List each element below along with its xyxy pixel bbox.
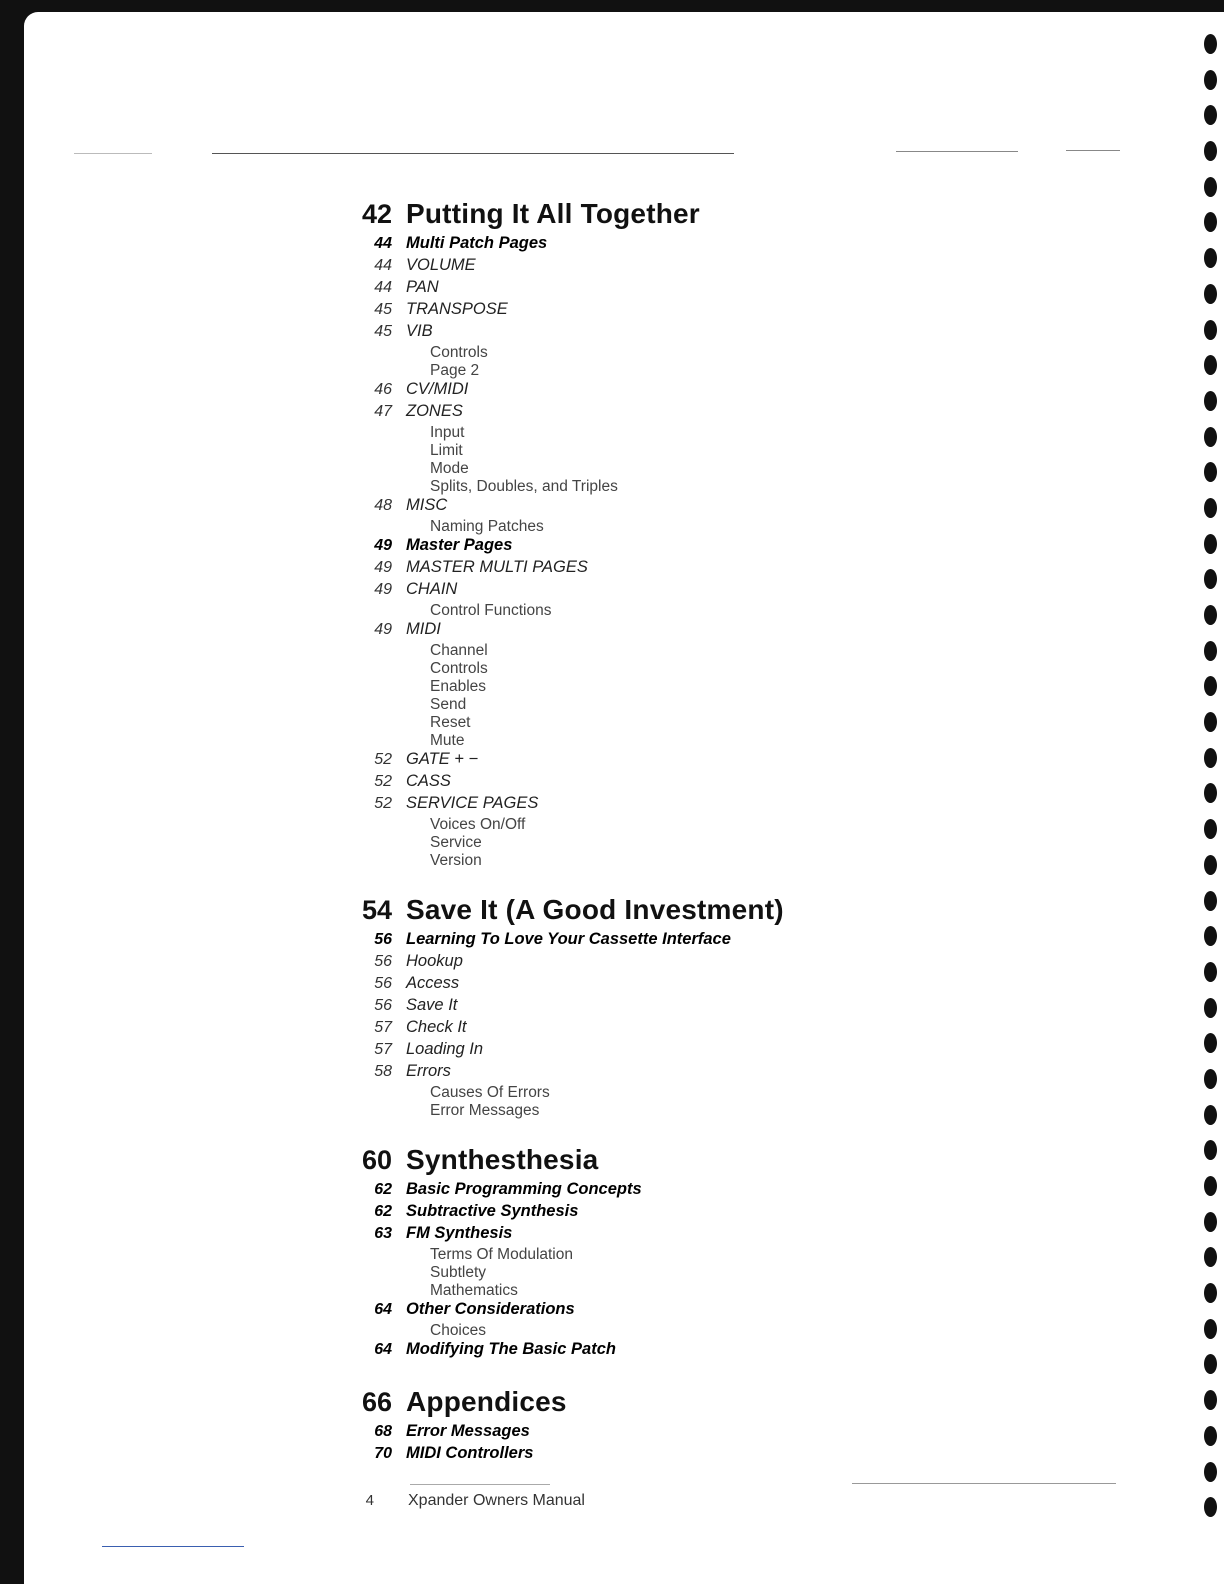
toc-entry xyxy=(334,794,894,816)
subentry-list xyxy=(430,1084,894,1120)
binding-hole xyxy=(1204,891,1217,911)
section-heading xyxy=(334,1386,894,1422)
toc-subentry: Naming Patches xyxy=(430,518,544,535)
section-page-number: 54 xyxy=(361,895,392,925)
entry-title: VIB xyxy=(406,322,433,340)
binding-hole xyxy=(1204,962,1217,982)
entry-title: Loading In xyxy=(406,1040,484,1058)
entry-page-number: 56 xyxy=(374,953,392,970)
toc-entry xyxy=(334,1340,894,1362)
toc-entry xyxy=(334,772,894,794)
binding-hole xyxy=(1204,177,1217,197)
binding-hole xyxy=(1204,284,1217,304)
toc-subentry: Channel xyxy=(430,642,488,659)
subentry-list xyxy=(430,816,894,870)
entry-page-number: 45 xyxy=(374,301,392,318)
toc-subentry: Service xyxy=(430,834,482,851)
binding-hole xyxy=(1204,819,1217,839)
entry-page-number: 44 xyxy=(374,235,392,252)
toc-section xyxy=(334,1144,894,1362)
entry-page-number: 63 xyxy=(374,1225,392,1242)
binding-hole xyxy=(1204,1497,1217,1517)
binding-hole xyxy=(1204,1283,1217,1303)
toc-entry xyxy=(334,278,894,300)
toc-section xyxy=(334,894,894,1120)
entry-page-number: 48 xyxy=(374,497,392,514)
header-rule-2 xyxy=(212,153,734,154)
binding-hole xyxy=(1204,462,1217,482)
toc-entry xyxy=(334,1224,894,1246)
entry-title: Errors xyxy=(406,1062,451,1080)
toc-entry xyxy=(334,1018,894,1040)
binding-hole xyxy=(1204,1105,1217,1125)
header-rule-3 xyxy=(896,151,1018,152)
toc-entry xyxy=(334,974,894,996)
manual-page xyxy=(24,12,1224,1584)
toc-subentry: Version xyxy=(430,852,482,869)
entry-page-number: 70 xyxy=(374,1445,392,1462)
section-title: Synthesthesia xyxy=(406,1144,599,1175)
binding-hole xyxy=(1204,926,1217,946)
toc-entry xyxy=(334,620,894,642)
entry-page-number: 49 xyxy=(374,581,392,598)
entry-title: Basic Programming Concepts xyxy=(406,1180,642,1198)
toc-entry xyxy=(334,402,894,424)
binding-hole xyxy=(1204,1319,1217,1339)
section-title: Putting It All Together xyxy=(406,198,700,229)
binding-hole xyxy=(1204,1354,1217,1374)
toc-entry xyxy=(334,930,894,952)
binding-hole xyxy=(1204,783,1217,803)
entry-title: CHAIN xyxy=(406,580,458,598)
entry-title: Learning To Love Your Cassette Interface xyxy=(406,930,731,948)
entry-page-number: 44 xyxy=(374,257,392,274)
toc-entry xyxy=(334,750,894,772)
entry-title: FM Synthesis xyxy=(406,1224,513,1242)
binding-hole xyxy=(1204,605,1217,625)
entry-title: PAN xyxy=(406,278,439,296)
entry-page-number: 49 xyxy=(374,621,392,638)
toc-entry xyxy=(334,1180,894,1202)
binding-hole xyxy=(1204,105,1217,125)
toc-subentry: Mute xyxy=(430,732,465,749)
entry-title: VOLUME xyxy=(406,256,476,274)
binding-hole xyxy=(1204,70,1217,90)
toc-subentry: Send xyxy=(430,696,467,713)
entry-page-number: 46 xyxy=(374,381,392,398)
toc-section xyxy=(334,1386,894,1466)
entry-title: TRANSPOSE xyxy=(406,300,508,318)
binding-holes xyxy=(1204,34,1220,1533)
subentry-list xyxy=(430,1246,894,1300)
binding-hole xyxy=(1204,1390,1217,1410)
binding-hole xyxy=(1204,1140,1217,1160)
binding-hole xyxy=(1204,641,1217,661)
binding-hole xyxy=(1204,212,1217,232)
entry-title: Access xyxy=(406,974,460,992)
entry-title: Check It xyxy=(406,1018,467,1036)
entry-page-number: 56 xyxy=(374,931,392,948)
entry-title: CV/MIDI xyxy=(406,380,469,398)
toc-subentry: Enables xyxy=(430,678,487,695)
toc-subentry: Causes Of Errors xyxy=(430,1084,550,1101)
toc-subentry: Error Messages xyxy=(430,1102,540,1119)
entry-title: Modifying The Basic Patch xyxy=(406,1340,616,1358)
entry-page-number: 68 xyxy=(374,1423,392,1440)
entry-page-number: 56 xyxy=(374,975,392,992)
entry-title: Multi Patch Pages xyxy=(406,234,548,252)
entry-page-number: 52 xyxy=(374,773,392,790)
entry-title: MASTER MULTI PAGES xyxy=(406,558,588,576)
toc-entry xyxy=(334,996,894,1018)
toc-subentry: Terms Of Modulation xyxy=(430,1246,573,1263)
binding-hole xyxy=(1204,320,1217,340)
section-page-number: 66 xyxy=(361,1387,392,1417)
entry-title: Subtractive Synthesis xyxy=(406,1202,579,1220)
toc-entry xyxy=(334,322,894,344)
toc-entry xyxy=(334,234,894,256)
header-rule-4 xyxy=(1066,150,1120,151)
binding-hole xyxy=(1204,141,1217,161)
binding-hole xyxy=(1204,427,1217,447)
toc-entry xyxy=(334,256,894,278)
subentry-list xyxy=(430,602,894,620)
entry-page-number: 57 xyxy=(374,1041,392,1058)
entry-title: MISC xyxy=(406,496,448,514)
entry-page-number: 64 xyxy=(374,1301,392,1318)
scan-edge-line xyxy=(102,1546,244,1547)
toc-entry xyxy=(334,300,894,322)
subentry-list xyxy=(430,424,894,496)
toc-subentry: Reset xyxy=(430,714,471,731)
subentry-list xyxy=(430,344,894,380)
entry-title: MIDI Controllers xyxy=(406,1444,534,1462)
binding-hole xyxy=(1204,355,1217,375)
subentry-list xyxy=(430,1322,894,1340)
section-title: Save It (A Good Investment) xyxy=(406,894,784,925)
entry-title: ZONES xyxy=(406,402,463,420)
section-title: Appendices xyxy=(406,1386,567,1417)
toc-entry xyxy=(334,558,894,580)
binding-hole xyxy=(1204,1212,1217,1232)
binding-hole xyxy=(1204,1069,1217,1089)
entry-title: Error Messages xyxy=(406,1422,530,1440)
footer-rule-right xyxy=(852,1483,1116,1484)
binding-hole xyxy=(1204,1462,1217,1482)
toc-subentry: Controls xyxy=(430,344,488,361)
binding-hole xyxy=(1204,855,1217,875)
entry-title: GATE + − xyxy=(406,750,479,768)
entry-page-number: 56 xyxy=(374,997,392,1014)
toc-entry xyxy=(334,1062,894,1084)
toc-subentry: Controls xyxy=(430,660,488,677)
entry-page-number: 49 xyxy=(374,559,392,576)
section-page-number: 42 xyxy=(361,199,392,229)
entry-title: Other Considerations xyxy=(406,1300,575,1318)
toc-entry xyxy=(334,1202,894,1224)
toc-subentry: Mathematics xyxy=(430,1282,518,1299)
binding-hole xyxy=(1204,712,1217,732)
toc-subentry: Voices On/Off xyxy=(430,816,526,833)
binding-hole xyxy=(1204,1176,1217,1196)
toc-subentry: Input xyxy=(430,424,465,441)
toc-section xyxy=(334,198,894,870)
toc-entry xyxy=(334,536,894,558)
entry-page-number: 62 xyxy=(374,1203,392,1220)
binding-hole xyxy=(1204,391,1217,411)
entry-page-number: 47 xyxy=(374,403,392,420)
binding-hole xyxy=(1204,1426,1217,1446)
toc-entry xyxy=(334,380,894,402)
entry-page-number: 58 xyxy=(374,1063,392,1080)
entry-page-number: 52 xyxy=(374,751,392,768)
binding-hole xyxy=(1204,1247,1217,1267)
entry-page-number: 64 xyxy=(374,1341,392,1358)
toc-subentry: Page 2 xyxy=(430,362,480,379)
footer-manual-title: Xpander Owners Manual xyxy=(408,1492,585,1509)
footer-page-number: 4 xyxy=(365,1492,374,1509)
binding-hole xyxy=(1204,498,1217,518)
toc-subentry: Subtlety xyxy=(430,1264,487,1281)
section-page-number: 60 xyxy=(361,1145,392,1175)
entry-title: MIDI xyxy=(406,620,441,638)
section-heading xyxy=(334,894,894,930)
binding-hole xyxy=(1204,34,1217,54)
entry-page-number: 52 xyxy=(374,795,392,812)
toc-subentry: Control Functions xyxy=(430,602,552,619)
toc-subentry: Choices xyxy=(430,1322,486,1339)
toc-entry xyxy=(334,580,894,602)
toc-subentry: Limit xyxy=(430,442,463,459)
entry-title: Save It xyxy=(406,996,458,1014)
subentry-list xyxy=(430,518,894,536)
toc-subentry: Mode xyxy=(430,460,469,477)
section-heading xyxy=(334,198,894,234)
toc-entry xyxy=(334,1040,894,1062)
entry-page-number: 57 xyxy=(374,1019,392,1036)
footer-rule-left xyxy=(410,1484,550,1485)
table-of-contents xyxy=(334,198,894,1490)
binding-hole xyxy=(1204,534,1217,554)
entry-title: SERVICE PAGES xyxy=(406,794,539,812)
entry-page-number: 49 xyxy=(374,537,392,554)
entry-title: Hookup xyxy=(406,952,463,970)
page-footer xyxy=(354,1492,585,1510)
binding-hole xyxy=(1204,676,1217,696)
binding-hole xyxy=(1204,998,1217,1018)
entry-page-number: 62 xyxy=(374,1181,392,1198)
toc-entry xyxy=(334,1444,894,1466)
binding-hole xyxy=(1204,1033,1217,1053)
entry-title: CASS xyxy=(406,772,451,790)
header-rule-1 xyxy=(74,153,152,154)
toc-entry xyxy=(334,1300,894,1322)
entry-page-number: 45 xyxy=(374,323,392,340)
binding-hole xyxy=(1204,248,1217,268)
toc-entry xyxy=(334,952,894,974)
toc-entry xyxy=(334,496,894,518)
binding-hole xyxy=(1204,748,1217,768)
subentry-list xyxy=(430,642,894,750)
toc-subentry: Splits, Doubles, and Triples xyxy=(430,478,618,495)
entry-page-number: 44 xyxy=(374,279,392,296)
toc-entry xyxy=(334,1422,894,1444)
binding-hole xyxy=(1204,569,1217,589)
entry-title: Master Pages xyxy=(406,536,513,554)
section-heading xyxy=(334,1144,894,1180)
